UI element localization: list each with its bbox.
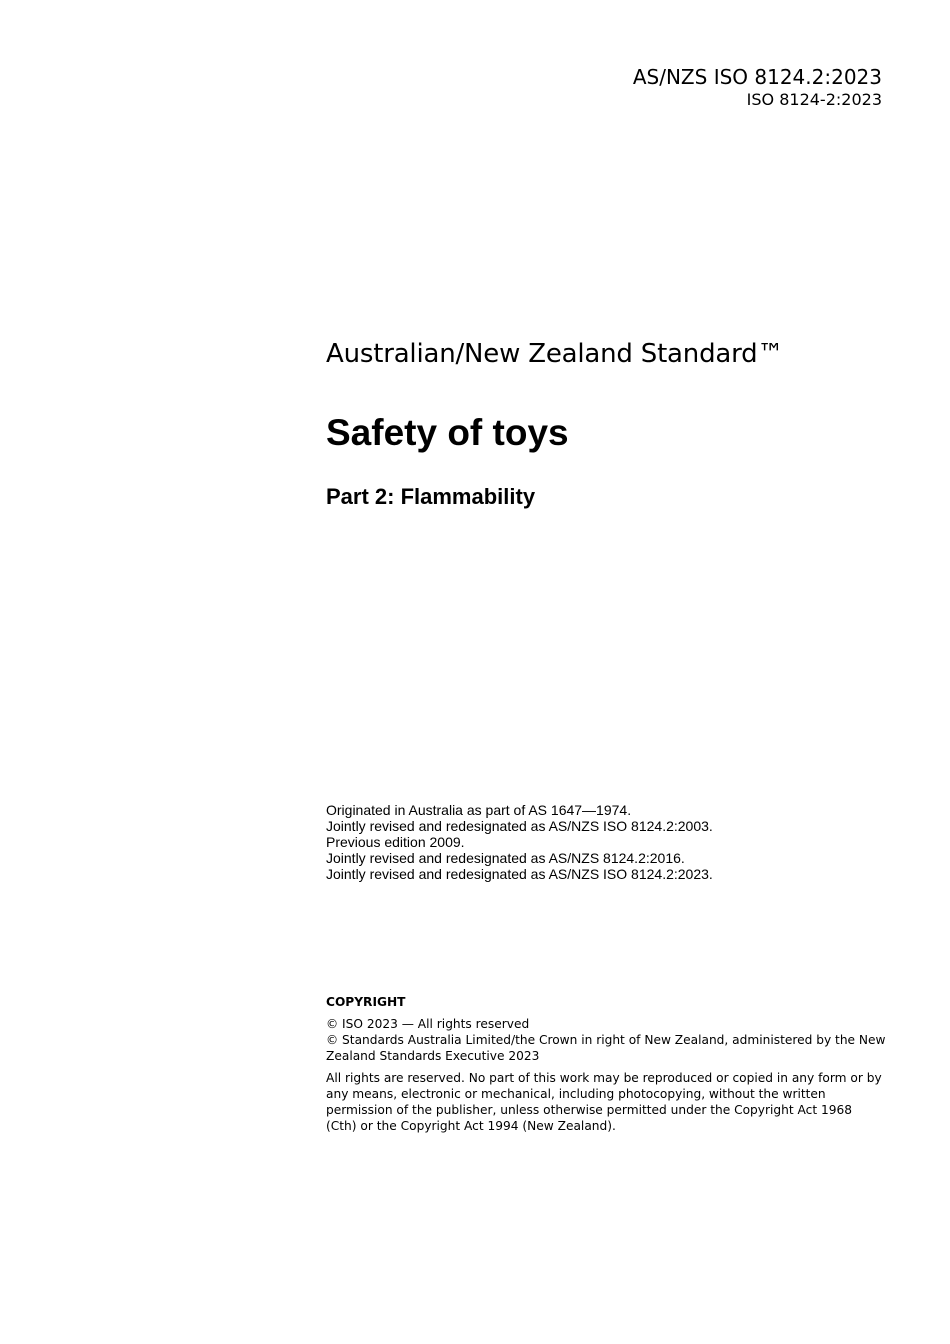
- standard-identifiers: [633, 64, 882, 110]
- iso-standard-number: ISO 8124-2:2023: [746, 90, 882, 109]
- copyright-statements: [326, 1016, 886, 1064]
- title-block: [326, 336, 886, 511]
- history-line: Jointly revised and redesignated as AS/NZS ISO 8124.2:2023.: [326, 866, 713, 882]
- history-line: Jointly revised and redesignated as AS/NZS 8124.2:2016.: [326, 850, 685, 866]
- part-title: Part 2: Flammability: [326, 484, 536, 509]
- history-line: Jointly revised and redesignated as AS/NZS ISO 8124.2:2003.: [326, 818, 713, 834]
- revision-history: [326, 802, 896, 882]
- standard-number: AS/NZS ISO 8124.2:2023: [632, 65, 882, 89]
- history-line: Previous edition 2009.: [326, 834, 465, 850]
- copyright-iso: © ISO 2023 — All rights reserved: [326, 1017, 530, 1031]
- copyright-standards-australia: © Standards Australia Limited/the Crown in right of New Zealand, administered by the New Zealand Standards Executive 2023: [326, 1033, 886, 1063]
- standard-type-heading: Australian/New Zealand Standard™: [326, 339, 784, 369]
- copyright-notice: All rights are reserved. No part of this work may be reproduced or copied in any form or by any means, electronic or mechanical, including photocopying, without the written permission of the publisher, unless otherwise permitted under the Copyright Act 1968 (Cth) or the Copyright Act 1994 (New Zealand).: [326, 1071, 882, 1133]
- copyright-section: [326, 994, 886, 1134]
- copyright-heading: COPYRIGHT: [326, 995, 406, 1009]
- history-line: Originated in Australia as part of AS 1647—1974.: [326, 802, 632, 818]
- document-title: Safety of toys: [326, 412, 569, 453]
